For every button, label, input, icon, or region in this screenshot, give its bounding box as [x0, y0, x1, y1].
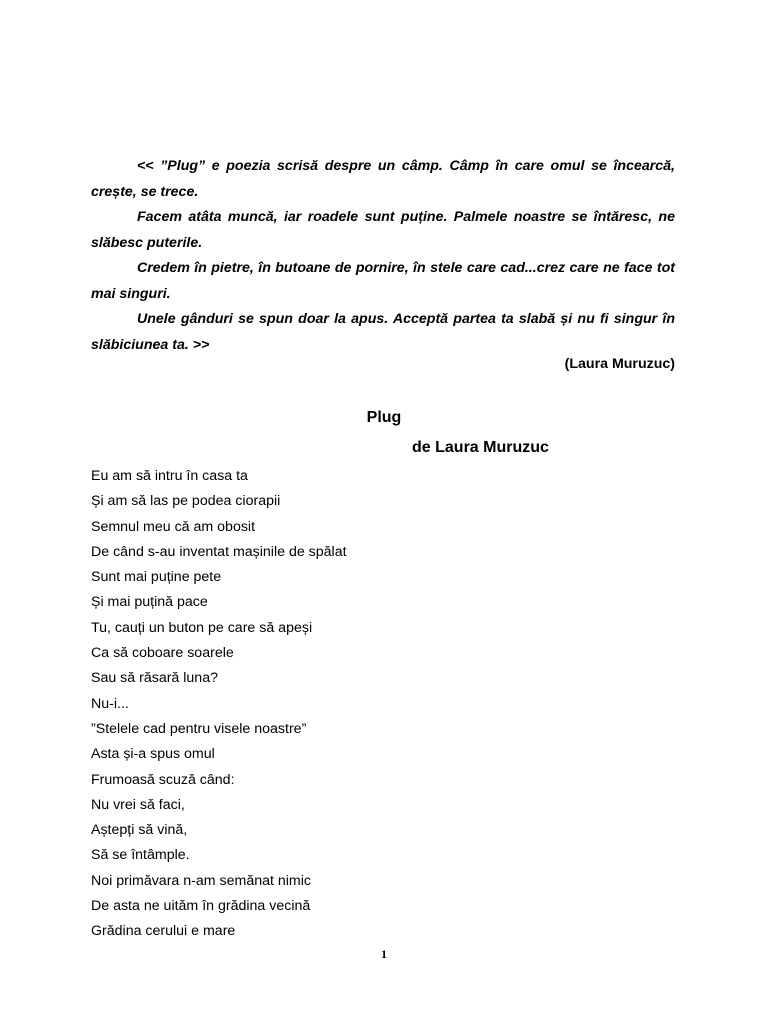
poem-line: Sau să răsară luna?: [91, 670, 218, 687]
poem-line: Și am să las pe podea ciorapii: [91, 493, 281, 510]
poem-title: Plug: [366, 409, 402, 426]
poem-line: Asta și-a spus omul: [91, 746, 215, 763]
poem-line: Aștepți să vină,: [91, 822, 188, 839]
poem-line: Noi primăvara n-am semănat nimic: [91, 872, 311, 889]
poem-line: Tu, cauți un buton pe care să apeși: [91, 619, 313, 636]
poem-author: de Laura Muruzuc: [412, 439, 549, 456]
poem-line: Grădina cerului e mare: [91, 923, 236, 940]
poem-line: De asta ne uităm în grădina vecină: [91, 898, 311, 915]
poem-body: [91, 464, 347, 945]
intro-paragraph: Credem în pietre, în butoane de pornire, în stele care cad...crez care ne face tot mai singuri.: [91, 260, 675, 302]
poem-line: Ca să coboare soarele: [91, 645, 234, 662]
poem-title-container: [0, 409, 768, 427]
poem-line: Nu-i...: [91, 695, 129, 712]
intro-paragraph: Unele gânduri se spun doar la apus. Acceptă partea ta slabă și nu fi singur în slăbiciunea ta. >>: [91, 311, 675, 353]
poem-line: Sunt mai puține pete: [91, 569, 222, 586]
intro-paragraph: << ”Plug” e poezia scrisă despre un câmp. Câmp în care omul se încearcă, crește, se trece.: [91, 158, 675, 200]
intro-attribution: (Laura Muruzuc): [564, 356, 675, 372]
poem-line: Să se întâmple.: [91, 847, 190, 864]
page-number: 1: [381, 947, 387, 961]
poem-line: Semnul meu că am obosit: [91, 518, 256, 535]
intro-paragraph: Facem atâta muncă, iar roadele sunt puține. Palmele noastre se întăresc, ne slăbesc puterile.: [91, 209, 675, 251]
poem-line: Nu vrei să faci,: [91, 796, 185, 813]
poem-line: Și mai puțină pace: [91, 594, 208, 611]
intro-section: [91, 154, 675, 358]
poem-line: ”Stelele cad pentru visele noastre”: [91, 720, 307, 737]
poem-line: Frumoasă scuză când:: [91, 771, 235, 788]
poem-line: Eu am să intru în casa ta: [91, 468, 248, 484]
poem-line: De când s-au inventat mașinile de spălat: [91, 543, 347, 560]
